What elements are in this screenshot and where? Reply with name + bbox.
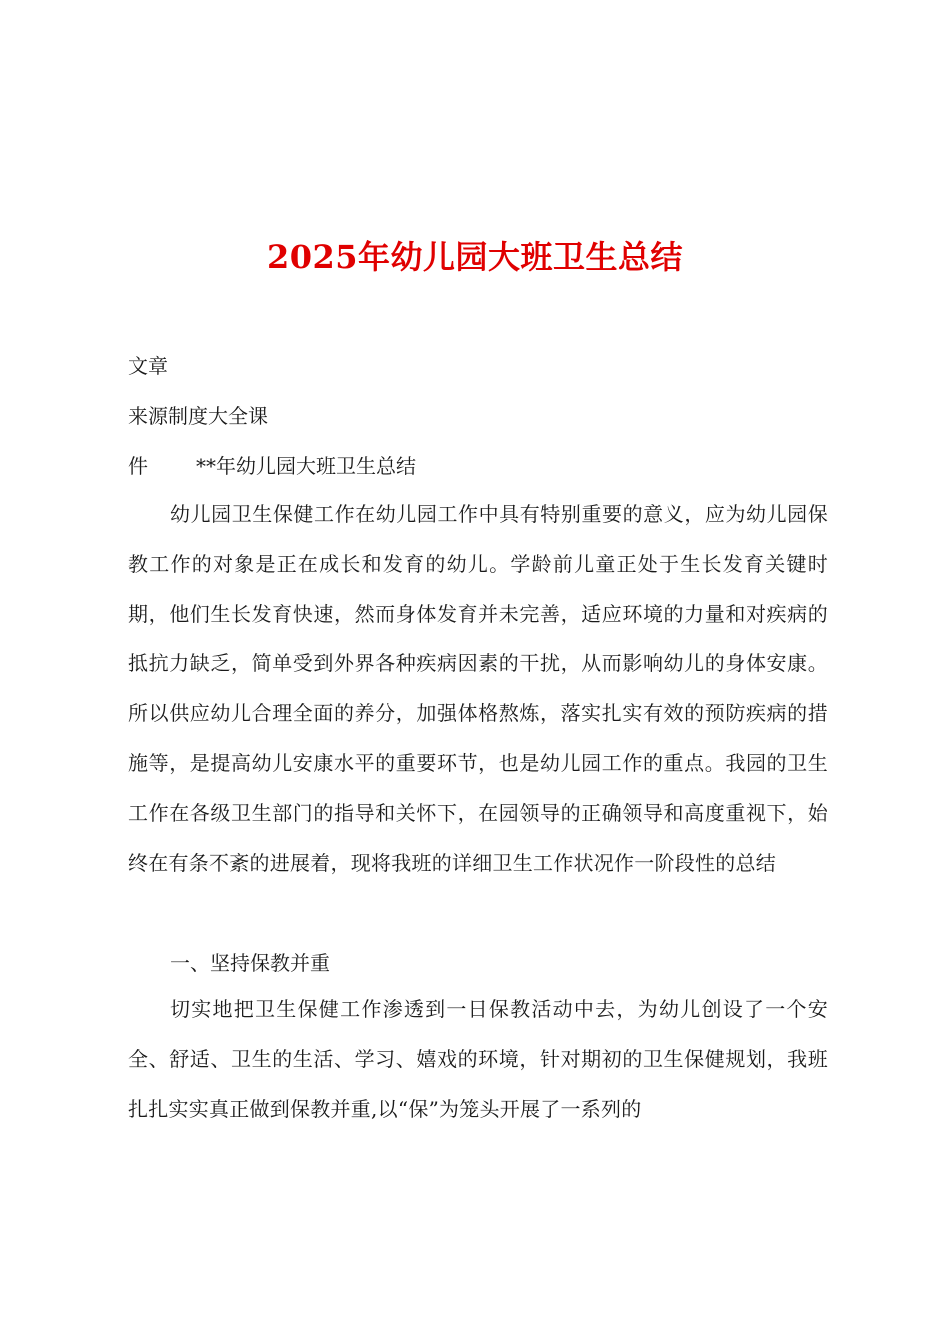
meta-article-label: 文章 [128,354,168,378]
section-heading-1: 一、坚持保教并重 [170,951,330,975]
section-1-paragraph: 切实地把卫生保健工作渗透到一日保教活动中去，为幼儿创设了一个安全、舒适、卫生的生活、学习、嬉戏的环境，针对期初的卫生保健规划，我班扎扎实实真正做到保教并重,以“保”为笼头开展了一系列的 [128,997,828,1121]
meta-subtitle-line [128,451,416,481]
meta-source-label: 来源制度大全课 [128,404,268,428]
meta-prefix: 件 [128,454,148,478]
meta-subtitle: **年幼儿园大班卫生总结 [196,454,416,478]
document-title: 2025年幼儿园大班卫生总结 [266,238,684,277]
intro-paragraph: 幼儿园卫生保健工作在幼儿园工作中具有特别重要的意义，应为幼儿园保教工作的对象是正在成长和发育的幼儿。学龄前儿童正处于生长发育关键时期，他们生长发育快速，然而身体发育并未完善，适应环境的力量和对疾病的抵抗力缺乏，简单受到外界各种疾病因素的干扰，从而影响幼儿的身体安康。所以供应幼儿合理全面的养分，加强体格熬炼，落实扎实有效的预防疾病的措施等，是提高幼儿安康水平的重要环节，也是幼儿园工作的重点。我园的卫生工作在各级卫生部门的指导和关怀下，在园领导的正确领导和高度重视下，始终在有条不紊的进展着，现将我班的详细卫生工作状况作一阶段性的总结 [128,502,828,875]
